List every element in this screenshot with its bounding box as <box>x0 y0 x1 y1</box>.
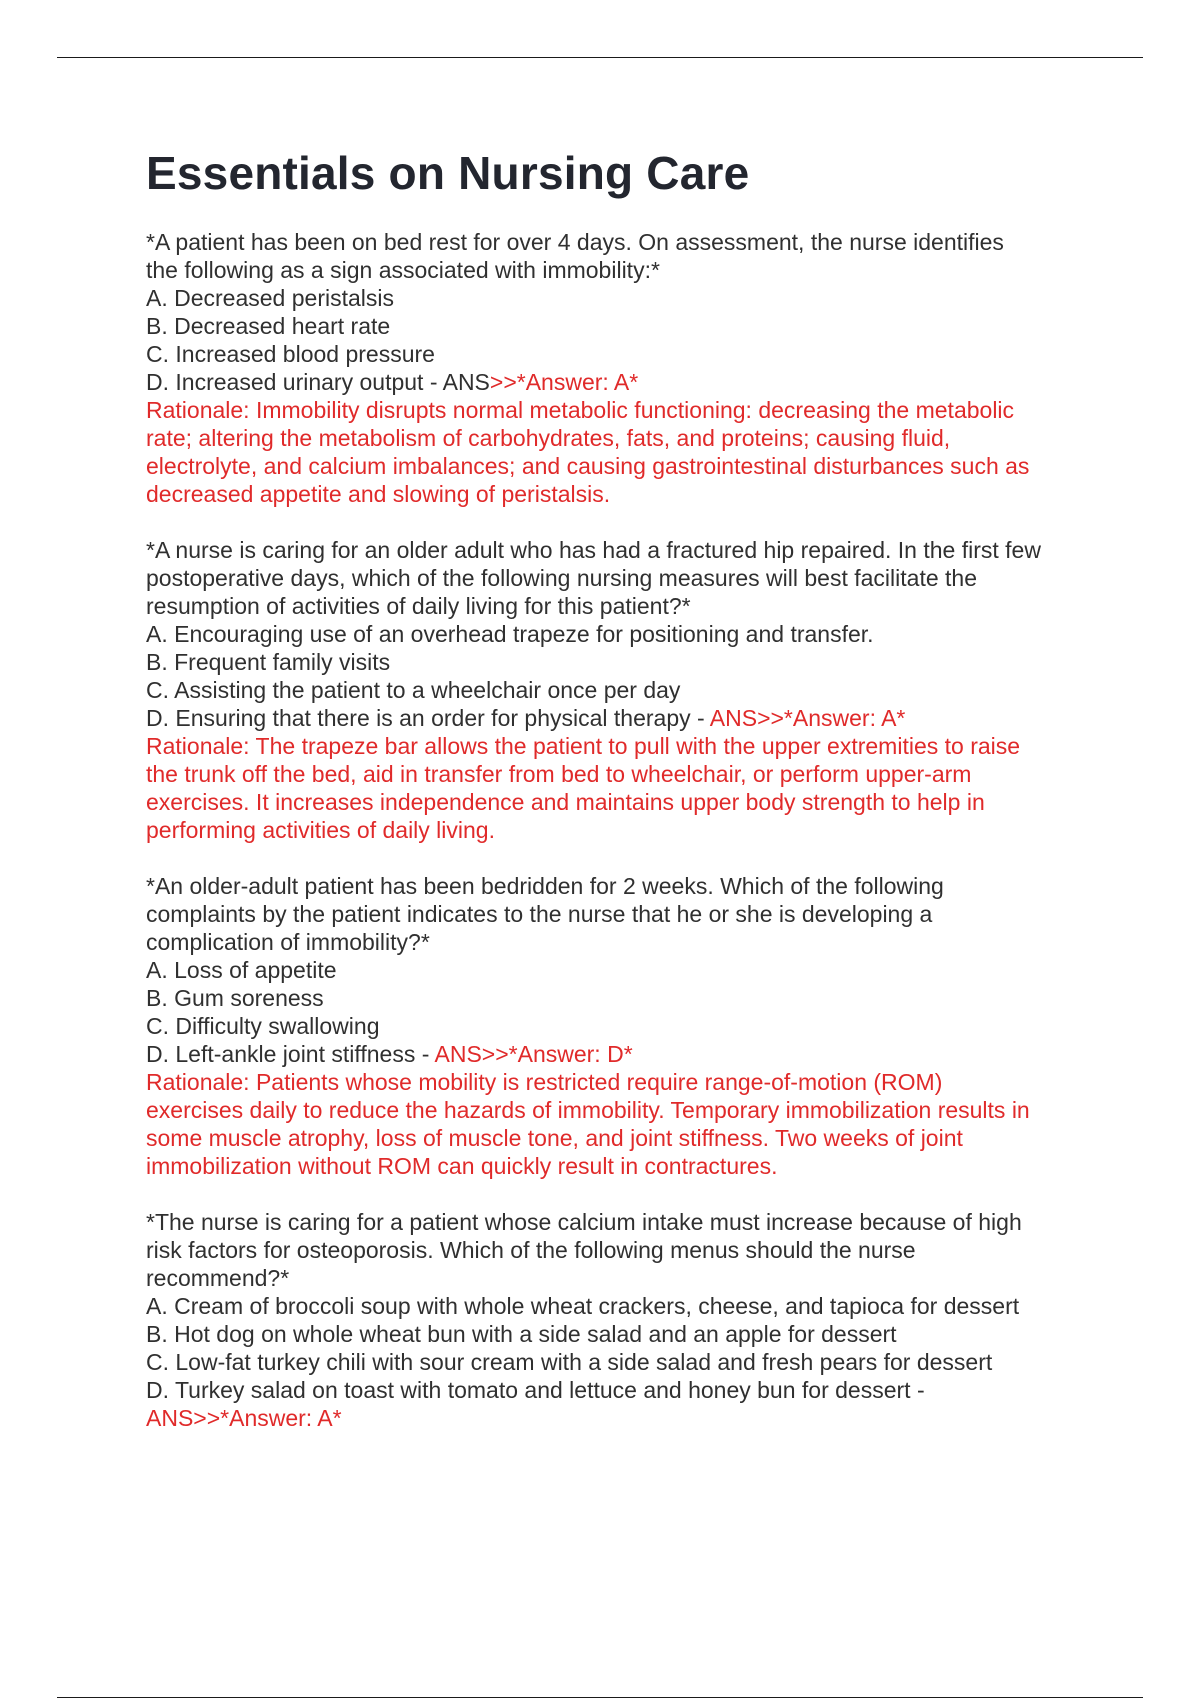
question-block <box>146 872 1106 1180</box>
answer-option-last <box>146 1040 1106 1068</box>
rationale-line: rate; altering the metabolism of carbohydrates, fats, and proteins; causing fluid, <box>146 425 951 451</box>
rationale-line: exercises daily to reduce the hazards of immobility. Temporary immobilization results in <box>146 1097 1030 1123</box>
question-stem: complaints by the patient indicates to the nurse that he or she is developing a <box>146 901 933 927</box>
answer-option: B. Gum soreness <box>146 985 324 1011</box>
rationale-line: Rationale: Patients whose mobility is restricted require range-of-motion (ROM) <box>146 1069 943 1095</box>
rationale-line: Rationale: The trapeze bar allows the patient to pull with the upper extremities to raise <box>146 733 1021 759</box>
question-stem: risk factors for osteoporosis. Which of the following menus should the nurse <box>146 1237 916 1263</box>
answer-key: ANS>>*Answer: A* <box>709 705 906 731</box>
question-block <box>146 536 1106 844</box>
answer-option-last <box>146 368 1106 396</box>
question-stem: recommend?* <box>146 1265 290 1291</box>
question-stem: resumption of activities of daily living for this patient?* <box>146 593 691 619</box>
answer-option: A. Cream of broccoli soup with whole wheat crackers, cheese, and tapioca for dessert <box>146 1293 1020 1319</box>
answer-option: C. Increased blood pressure <box>146 341 435 367</box>
question-block <box>146 228 1106 508</box>
rationale-line: some muscle atrophy, loss of muscle tone, and joint stiffness. Two weeks of joint <box>146 1125 963 1151</box>
answer-option: B. Hot dog on whole wheat bun with a side salad and an apple for dessert <box>146 1321 897 1347</box>
rationale-line: decreased appetite and slowing of peristalsis. <box>146 481 611 507</box>
rationale-line: Rationale: Immobility disrupts normal metabolic functioning: decreasing the metabolic <box>146 397 1015 423</box>
question-stem: postoperative days, which of the following nursing measures will best facilitate the <box>146 565 977 591</box>
rationale-line: performing activities of daily living. <box>146 817 495 843</box>
document-body <box>146 140 1106 1460</box>
answer-option: B. Decreased heart rate <box>146 313 391 339</box>
question-stem: *The nurse is caring for a patient whose calcium intake must increase because of high <box>146 1209 1022 1235</box>
answer-option-last <box>146 704 1106 732</box>
answer-option: A. Encouraging use of an overhead trapeze for positioning and transfer. <box>146 621 874 647</box>
rationale-line: immobilization without ROM can quickly result in contractures. <box>146 1153 778 1179</box>
option-text: D. Ensuring that there is an order for physical therapy - <box>146 705 710 731</box>
answer-key: >>*Answer: A* <box>489 369 639 395</box>
question-stem: *An older-adult patient has been bedridden for 2 weeks. Which of the following <box>146 873 944 899</box>
page-title: Essentials on Nursing Care <box>146 147 750 199</box>
answer-option: C. Assisting the patient to a wheelchair once per day <box>146 677 681 703</box>
answer-key: ANS>>*Answer: D* <box>434 1041 633 1067</box>
answer-option: A. Decreased peristalsis <box>146 285 394 311</box>
rationale-line: electrolyte, and calcium imbalances; and causing gastrointestinal disturbances such as <box>146 453 1030 479</box>
question-stem: the following as a sign associated with immobility:* <box>146 257 660 283</box>
question-stem: complication of immobility?* <box>146 929 430 955</box>
answer-option: A. Loss of appetite <box>146 957 337 983</box>
bottom-rule <box>57 1697 1143 1698</box>
question-block <box>146 1208 1106 1432</box>
question-stem: *A nurse is caring for an older adult who has had a fractured hip repaired. In the first few <box>146 537 1041 563</box>
option-text: D. Left-ankle joint stiffness - <box>146 1041 435 1067</box>
option-text: D. Increased urinary output - ANS <box>146 369 490 395</box>
answer-option: C. Difficulty swallowing <box>146 1013 380 1039</box>
answer-option-last: D. Turkey salad on toast with tomato and lettuce and honey bun for dessert - <box>146 1377 925 1403</box>
question-stem: *A patient has been on bed rest for over 4 days. On assessment, the nurse identifies <box>146 229 1004 255</box>
top-rule <box>57 57 1143 58</box>
answer-key: ANS>>*Answer: A* <box>146 1405 342 1431</box>
answer-option: C. Low-fat turkey chili with sour cream with a side salad and fresh pears for dessert <box>146 1349 993 1375</box>
answer-option: B. Frequent family visits <box>146 649 391 675</box>
rationale-line: exercises. It increases independence and maintains upper body strength to help in <box>146 789 985 815</box>
rationale-line: the trunk off the bed, aid in transfer from bed to wheelchair, or perform upper-arm <box>146 761 972 787</box>
